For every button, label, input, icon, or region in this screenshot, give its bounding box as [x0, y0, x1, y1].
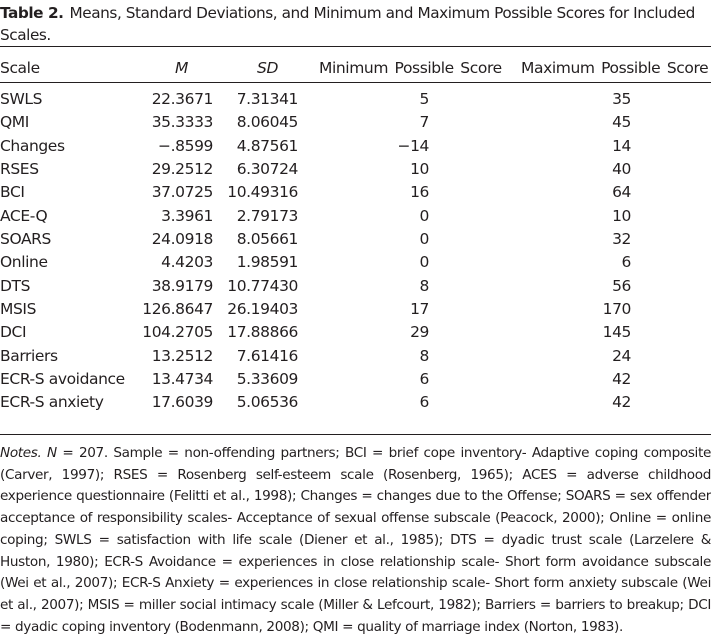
cell-scale: SOARS — [0, 230, 51, 249]
header-min-score: Minimum Possible Score — [319, 59, 502, 77]
cell-max-score: 14 — [612, 136, 631, 155]
cell-sd: 17.88866 — [227, 323, 298, 342]
cell-mean: 3.3961 — [161, 206, 213, 225]
cell-min-score: 17 — [410, 300, 429, 319]
cell-sd: 8.06045 — [236, 113, 298, 132]
notes-n-symbol: N — [47, 445, 57, 461]
table-row — [0, 275, 711, 298]
notes-text: = 207. Sample = non-offending partners; BCI = brief cope inventory- Adaptive coping composite (Carver, 1997); RSES = Rosenberg self-esteem scale (Rosenberg, 1965); ACES = adverse childhood experience questionnaire (Felitti et al., 1998); Changes = changes due to the Offense; SOARS = sex offender acceptance of responsibility scales- Acceptance of sexual offense subscale (Peacock, 2000); Online = online coping; SWLS = satisfaction with life scale (Diener et al., 1985); DTS = dyadic trust scale (Larzelere & Huston, 1980); ECR-S Avoidance = experiences in close relationship scale- Short form avoidance subscale (Wei et al., 2007); ECR-S Anxiety = experiences in close relationship scale- Short form anxiety subscale (Wei et al., 2007); MSIS = miller social intimacy scale (Miller & Lefcourt, 1982); Barriers = barriers to breakup; DCI = dyadic coping inventory (Bodenmann, 2008); QMI = quality of marriage index (Norton, 1983). — [0, 445, 711, 635]
cell-min-score: 0 — [419, 253, 429, 272]
cell-mean: 13.4734 — [151, 370, 213, 389]
cell-mean: 35.3333 — [151, 113, 213, 132]
cell-mean: 38.9179 — [151, 276, 213, 295]
cell-sd: 5.33609 — [236, 370, 298, 389]
cell-sd: 7.61416 — [236, 346, 298, 365]
cell-scale: SWLS — [0, 90, 43, 108]
cell-max-score: 145 — [602, 323, 631, 342]
table-row — [0, 111, 711, 134]
table-row — [0, 158, 711, 181]
table-row — [0, 88, 711, 111]
cell-mean: 24.0918 — [151, 230, 213, 249]
cell-max-score: 56 — [612, 276, 631, 295]
cell-min-score: 0 — [419, 206, 429, 225]
table-row — [0, 298, 711, 321]
cell-sd: 7.31341 — [236, 90, 298, 108]
table-row — [0, 251, 711, 274]
cell-mean: 126.8647 — [142, 300, 213, 319]
table-caption — [0, 2, 711, 46]
cell-max-score: 24 — [612, 346, 631, 365]
table-label: Table 2. — [0, 4, 64, 22]
table-title: Means, Standard Deviations, and Minimum and Maximum Possible Scores for Included Scales. — [0, 4, 695, 44]
header-rule — [0, 82, 711, 83]
cell-scale: Online — [0, 253, 48, 272]
cell-max-score: 6 — [621, 253, 631, 272]
cell-min-score: 6 — [419, 393, 429, 412]
cell-min-score: 10 — [410, 160, 429, 179]
cell-mean: 22.3671 — [151, 90, 213, 108]
table-header — [0, 56, 711, 80]
cell-min-score: 5 — [419, 90, 429, 108]
cell-sd: 1.98591 — [236, 253, 298, 272]
cell-mean: 13.2512 — [151, 346, 213, 365]
cell-min-score: 6 — [419, 370, 429, 389]
cell-scale: DCI — [0, 323, 27, 342]
cell-max-score: 64 — [612, 183, 631, 202]
cell-max-score: 32 — [612, 230, 631, 249]
table-row — [0, 391, 711, 414]
cell-max-score: 10 — [612, 206, 631, 225]
header-sd: SD — [257, 59, 278, 77]
cell-mean: 29.2512 — [151, 160, 213, 179]
table-row — [0, 205, 711, 228]
cell-max-score: 170 — [602, 300, 631, 319]
cell-min-score: 8 — [419, 346, 429, 365]
bottom-rule — [0, 434, 711, 435]
table-row — [0, 368, 711, 391]
cell-scale: BCI — [0, 183, 25, 202]
cell-max-score: 42 — [612, 393, 631, 412]
cell-min-score: 16 — [410, 183, 429, 202]
cell-sd: 26.19403 — [227, 300, 298, 319]
cell-scale: ECR-S avoidance — [0, 370, 125, 389]
cell-scale: RSES — [0, 160, 39, 179]
cell-min-score: 0 — [419, 230, 429, 249]
cell-min-score: 8 — [419, 276, 429, 295]
cell-max-score: 45 — [612, 113, 631, 132]
cell-min-score: 7 — [419, 113, 429, 132]
table-row — [0, 321, 711, 344]
cell-scale: QMI — [0, 113, 29, 132]
cell-mean: 104.2705 — [142, 323, 213, 342]
cell-scale: DTS — [0, 276, 31, 295]
cell-max-score: 40 — [612, 160, 631, 179]
cell-scale: Changes — [0, 136, 65, 155]
header-mean: M — [175, 59, 188, 77]
table-notes — [0, 443, 711, 638]
header-max-score: Maximum Possible Score — [521, 59, 709, 77]
cell-scale: ACE-Q — [0, 206, 48, 225]
top-rule — [0, 46, 711, 47]
notes-label: Notes. — [0, 445, 42, 461]
table-body — [0, 88, 711, 415]
cell-sd: 5.06536 — [236, 393, 298, 412]
table-row — [0, 181, 711, 204]
table-row — [0, 345, 711, 368]
cell-min-score: 29 — [410, 323, 429, 342]
cell-max-score: 42 — [612, 370, 631, 389]
table-row — [0, 135, 711, 158]
cell-mean: 37.0725 — [151, 183, 213, 202]
cell-mean: 17.6039 — [151, 393, 213, 412]
cell-sd: 6.30724 — [236, 160, 298, 179]
header-scale: Scale — [0, 59, 40, 77]
cell-mean: −.8599 — [158, 136, 213, 155]
cell-sd: 4.87561 — [236, 136, 298, 155]
cell-scale: ECR-S anxiety — [0, 393, 104, 412]
cell-sd: 10.77430 — [227, 276, 298, 295]
cell-sd: 10.49316 — [227, 183, 298, 202]
cell-sd: 2.79173 — [236, 206, 298, 225]
cell-scale: MSIS — [0, 300, 37, 319]
cell-sd: 8.05661 — [236, 230, 298, 249]
cell-mean: 4.4203 — [161, 253, 213, 272]
table-row — [0, 228, 711, 251]
cell-min-score: −14 — [397, 136, 429, 155]
cell-max-score: 35 — [612, 90, 631, 108]
cell-scale: Barriers — [0, 346, 58, 365]
